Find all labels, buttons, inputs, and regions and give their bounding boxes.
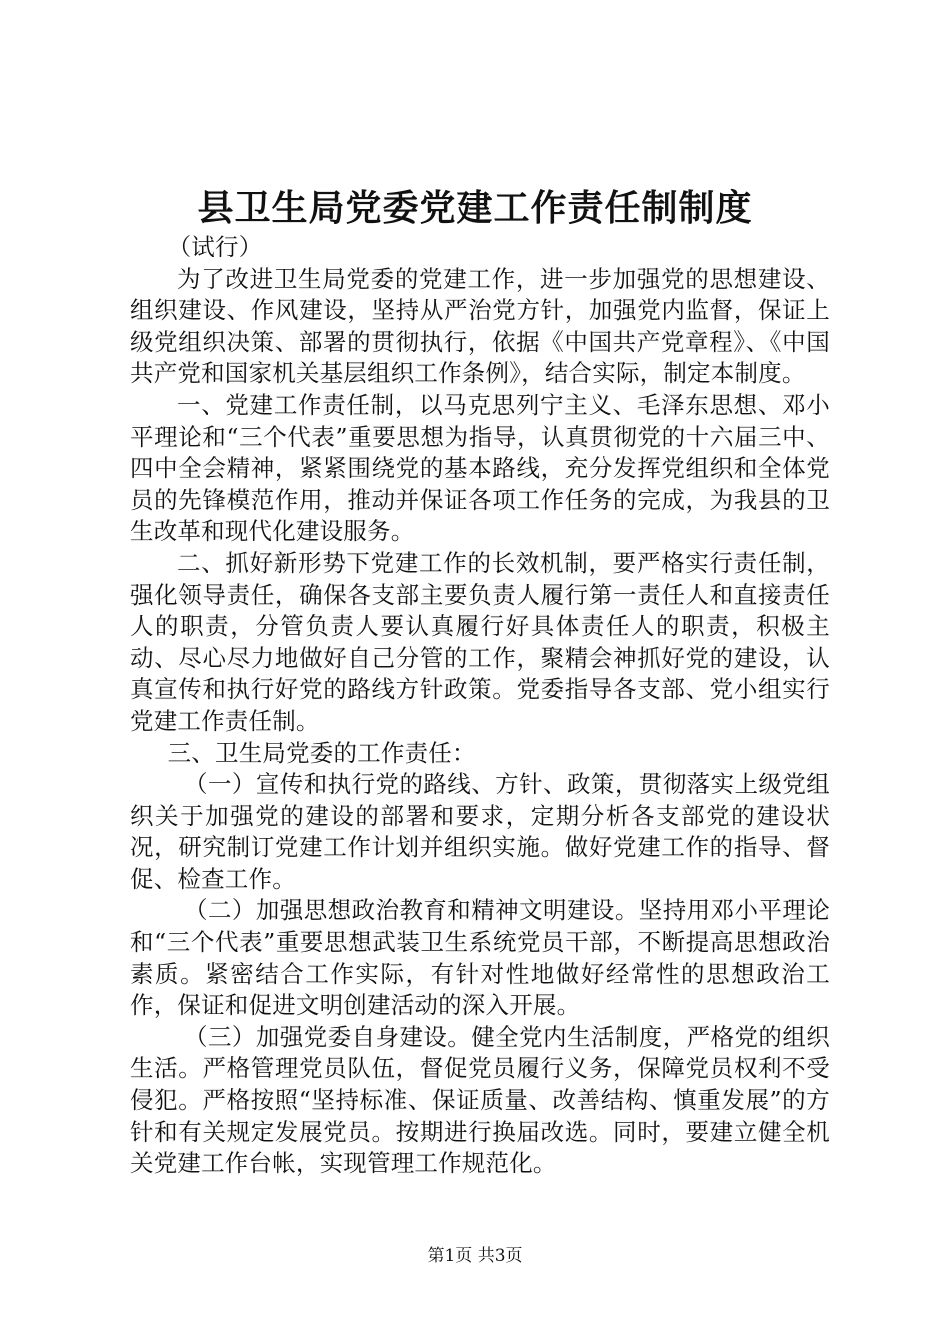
page-footer: 第1页 共3页: [427, 1246, 523, 1266]
document-body: [130, 232, 830, 1180]
paragraph-item-1: （一）宣传和执行党的路线、方针、政策，贯彻落实上级党组织关于加强党的建设的部署和要求，定期分析各支部党的建设状况，研究制订党建工作计划并组织实施。做好党建工作的指导、督促、检查工作。: [130, 770, 830, 893]
paragraph-item-3: （三）加强党委自身建设。健全党内生活制度，严格党的组织生活。严格管理党员队伍，督促党员履行义务，保障党员权利不受侵犯。严格按照“坚持标准、保证质量、改善结构、慎重发展”的方针和有关规定发展党员。按期进行换届改选。同时，要建立健全机关党建工作台帐，实现管理工作规范化。: [130, 1022, 830, 1178]
paragraph-intro: 为了改进卫生局党委的党建工作，进一步加强党的思想建设、组织建设、作风建设，坚持从严治党方针，加强党内监督，保证上级党组织决策、部署的贯彻执行，依据《中国共产党章程》、《中国共产党和国家机关基层组织工作条例》，结合实际，制定本制度。: [130, 264, 830, 388]
document-subtitle: （试行）: [167, 233, 263, 261]
paragraph-section-2: 二、抓好新形势下党建工作的长效机制，要严格实行责任制，强化领导责任，确保各支部主要负责人履行第一责任人和直接责任人的职责，分管负责人要认真履行好具体责任人的职责，积极主动、尽心尽力地做好自己分管的工作，聚精会神抓好党的建设，认真宣传和执行好党的路线方针政策。党委指导各支部、党小组实行党建工作责任制。: [130, 548, 830, 735]
document-title: 县卫生局党委党建工作责任制制度: [197, 187, 753, 229]
paragraph-section-3-heading: 三、卫生局党委的工作责任：: [167, 738, 476, 767]
paragraph-section-1: 一、党建工作责任制，以马克思列宁主义、毛泽东思想、邓小平理论和“三个代表”重要思想为指导，认真贯彻党的十六届三中、四中全会精神，紧紧围绕党的基本路线，充分发挥党组织和全体党员的先锋模范作用，推动并保证各项工作任务的完成，为我县的卫生改革和现代化建设服务。: [130, 390, 830, 546]
paragraph-item-2: （二）加强思想政治教育和精神文明建设。坚持用邓小平理论和“三个代表”重要思想武装卫生系统党员干部，不断提高思想政治素质。紧密结合工作实际，有针对性地做好经常性的思想政治工作，保证和促进文明创建活动的深入开展。: [130, 896, 830, 1020]
